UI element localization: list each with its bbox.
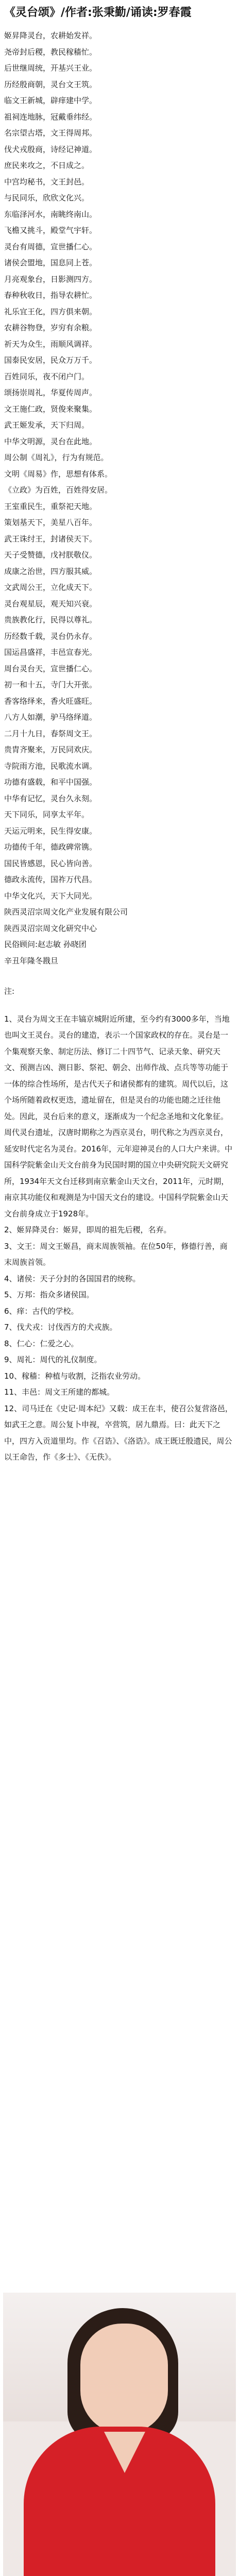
poem-line: 飞檐又挑斗，殿堂气宇轩。	[4, 226, 97, 235]
poem-line: 文明《周易》作，思想有体系。	[4, 469, 113, 479]
poem-line: 天运元明来，民生得安康。	[4, 826, 97, 836]
poem-line: 策划基天下，美星八百年。	[4, 518, 97, 527]
poem-line: 名宗望古塔，文王得周邦。	[4, 128, 97, 138]
notes-label: 注:	[4, 987, 15, 996]
poem-body	[0, 24, 239, 904]
poem-line: 国运昌盛祥，丰邑宣春光。	[4, 648, 97, 657]
poem-line: 文王施仁政，贤俊来聚集。	[4, 404, 97, 414]
poem-line: 国民皆感恩，民心皆向善。	[4, 858, 97, 868]
note-item: 3、文王：周文王姬昌，商末周族领袖。在位50年，修德行善，商末周族首领。	[4, 1241, 228, 1267]
poem-line: 成康之治世，四方服其威。	[4, 566, 97, 576]
poem-line: 祈天为众生，雨顺风调祥。	[4, 339, 97, 349]
credit-line: 陕西灵沼宗周文化研究中心	[4, 923, 97, 933]
note-item: 9、周礼：周代的礼仪制度。	[4, 1355, 102, 1364]
poem-line: 二月十九日，春祭周文王。	[4, 728, 97, 738]
poem-line: 中宫均秘书，文王封邑。	[4, 177, 90, 187]
note-item: 8、仁心：仁爱之心。	[4, 1338, 79, 1348]
poem-line: 后世继周统，开基兴王业。	[4, 63, 97, 73]
poem-line: 天子受赞德，戊衬朕敬仪。	[4, 550, 97, 560]
poem-line: 诸侯会盟地，国息同上苍。	[4, 258, 97, 267]
poem-line: 周公制《周礼》，行为有规范。	[4, 453, 109, 462]
poem-line: 中华文化兴，天下大同光。	[4, 891, 97, 901]
poem-line: 功德有盛载，和平中国强。	[4, 777, 97, 787]
notes-list	[4, 1011, 235, 1466]
note-item: 4、诸侯：天子分封的各国国君的统称。	[4, 1274, 141, 1283]
poem-line: 王室重民生，重祭祀天地。	[4, 501, 97, 511]
poem-line: 礼乐宜王化，四方俱来朝。	[4, 307, 97, 316]
poem-line: 八方人如潮，驴马络绎道。	[4, 713, 97, 722]
poem-line: 农耕谷物登，岁穷有余粮。	[4, 323, 97, 332]
poem-line: 庶民来攻之，不日成之。	[4, 161, 90, 170]
poem-line: 武王诛纣王，封诸侯天下。	[4, 534, 97, 544]
reader-photo	[3, 2293, 236, 2576]
poem-line: 武王姬发承，天下归周。	[4, 420, 90, 430]
poem-line: 祖祠连地脉，冠戴垂纬经。	[4, 112, 97, 122]
poem-line: 与民同乐，欣欣文化兴。	[4, 193, 90, 202]
poem-line: 灵台观星辰，观天知兴衰。	[4, 599, 97, 608]
poem-line: 周台灵台天，宣世播仁心。	[4, 664, 97, 673]
notes-section	[0, 969, 239, 1466]
credits-block	[0, 904, 239, 969]
note-item: 5、万邦：指众多诸侯国。	[4, 1290, 94, 1299]
poem-line: 百姓同乐，夜不闭户门。	[4, 371, 90, 381]
poem-line: 寺院雨方池，民歌流水调。	[4, 761, 97, 771]
poem-line: 中华有记忆，灵台久永刻。	[4, 793, 97, 803]
poem-line: 姬昇降灵台，农耕始发祥。	[4, 31, 97, 40]
credit-line: 辛丑年隆冬戡旦	[4, 956, 59, 965]
credit-line: 陕西灵沼宗周文化产业发展有限公司	[4, 907, 128, 917]
poem-line: 初一和十五，寺门大开张。	[4, 680, 97, 689]
poem-line: 天下同乐，同享太平年。	[4, 810, 90, 819]
poem-line: 德政永流传，国祚万代昌。	[4, 875, 97, 884]
note-item: 12、司马迁在《史记·周本纪》又载：成王在丰，使召公复营洛邑，如武王之意。周公复卜申视，卒营筑，居九鼎焉。曰：此天下之中，四方入贡道里均。作《召诰》、《洛诰》。成王既迁殷遗民，周公以王命告，作《多士》、《无佚》。	[4, 1403, 233, 1462]
poem-line: 尧帝封后稷，教民稼穑忙。	[4, 47, 97, 57]
poem-line: 功德传千年，德政碑常镌。	[4, 842, 97, 852]
note-item: 6、痒：古代的学校。	[4, 1306, 79, 1316]
poem-line: 临文王新城，辟痒建中学。	[4, 96, 97, 105]
poem-line: 历经殷商朝，灵台文王筑。	[4, 79, 97, 89]
credit-line: 民俗顾问:赵志敏 孙晓团	[4, 940, 87, 949]
note-item: 2、姬昇降灵台：姬昇，即周的祖先后稷，名弃。	[4, 1225, 172, 1234]
poem-line: 国泰民安居，民众万万千。	[4, 355, 97, 365]
poem-line: 香客络绎来，香火旺盛旺。	[4, 696, 97, 706]
poem-line: 历经数千载，灵台仍永存。	[4, 631, 97, 641]
poem-line: 月亮观象台，日影测四方。	[4, 274, 97, 284]
note-item: 10、稼穑：种植与收割，泛指农业劳动。	[4, 1371, 146, 1381]
note-item: 7、伐犬戎：讨伐西方的犬戎族。	[4, 1323, 117, 1332]
poem-line: 东临泽河水，南眺终南山。	[4, 209, 97, 219]
note-item: 1、灵台为周文王在丰镐京城附近所建，至今约有3000多年，当地也叫文王灵台。灵台的建造，表示一个国家政权的存在。灵台是一个集观察天象、制定历法、修订二十四节气、记录天象、研究天文、预测吉凶、测日影、祭祀、朝会、出师作战、点兵等等功能于一体的综合性场所，是古代天子和诸侯都有的建筑。周代以后，这个场所随着政权更迭，遗址留在，但是灵台的功能也随之迁往他处。因此，灵台后来的意义，逐渐成为一个纪念圣地和文化象征。周代灵台遗址，汉唐时期称之为西京灵台，明代称之为西京灵台，延安时代定名为灵台。2016年，元年迎神灵台的人口大户来讲。中国科学院紫金山天文台前身为民国时期的国立中央研究院天文研究所，1934年天文台迁移到南京紫金山天文台，2011年，元时期，南京其功能仪和观测是为中国天文台的建设。中国科学院紫金山天文台前身成立于1928年。	[4, 1014, 233, 1218]
poem-line: 春种秋收日，指导农耕忙。	[4, 291, 97, 300]
poem-line: 文武周公王，立化成天下。	[4, 583, 97, 592]
photo-face	[80, 2324, 168, 2434]
poem-line: 伐犬戎殷商，诗经记神道。	[4, 144, 97, 154]
poem-line: 《立政》为百姓，百姓得安居。	[4, 485, 113, 495]
poem-line: 颂扬崇周礼，华夏传周声。	[4, 388, 97, 397]
poem-title: 《灵台颂》/作者:张秉勤/诵读:罗春霞	[4, 6, 192, 19]
note-item: 11、丰邑：周文王所建的都城。	[4, 1387, 115, 1397]
poem-line: 灵台有周德，宣世播仁心。	[4, 242, 97, 251]
poem-line: 贵胄齐聚来，万民同欢庆。	[4, 745, 97, 754]
poem-line: 中华文明源，灵台在此地。	[4, 436, 97, 446]
poem-line: 贵族教化行，民得以尊礼。	[4, 615, 97, 624]
